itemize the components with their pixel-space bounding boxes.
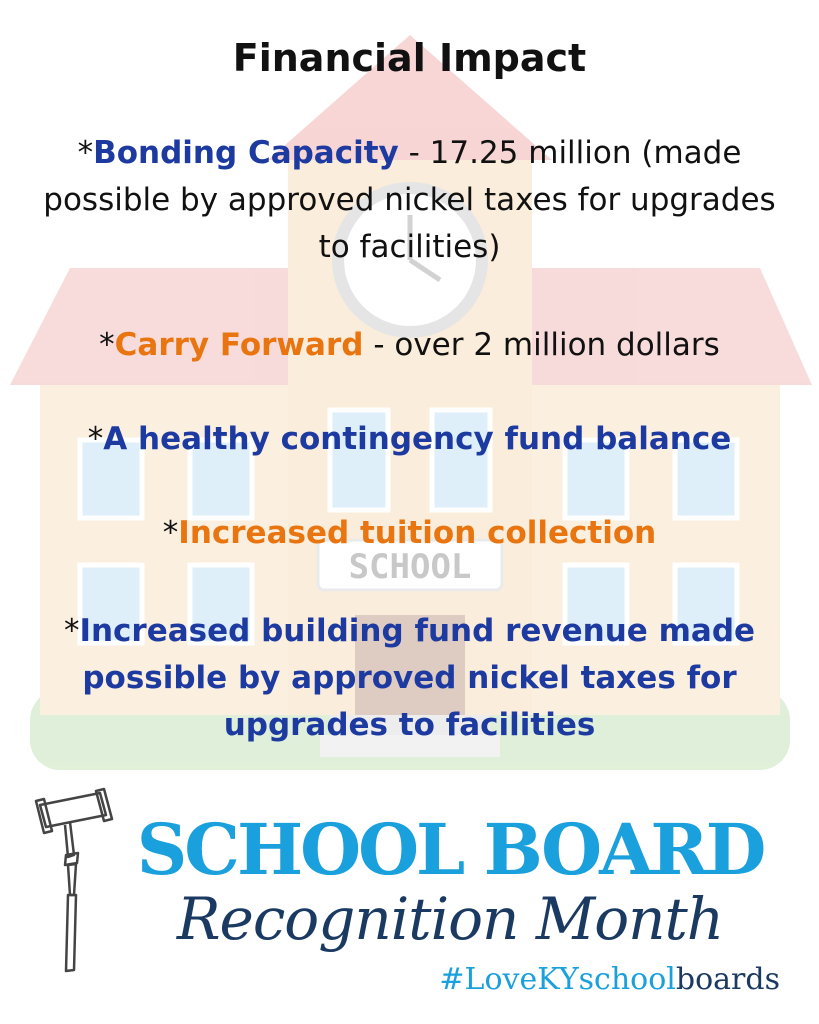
bonding-capacity-item: [30, 130, 789, 271]
bonding-capacity-label: Bonding Capacity: [93, 135, 399, 171]
hashtag-school: school: [578, 962, 676, 997]
hashtag-love: #Love: [439, 962, 538, 997]
page-title: Financial Impact: [232, 36, 587, 80]
contingency-fund-text: A healthy contingency fund balance: [103, 421, 732, 457]
bullet-star: *: [87, 421, 104, 457]
bullet-star: *: [77, 135, 94, 171]
hashtag-boards: boards: [675, 962, 780, 997]
carry-forward-item: [30, 322, 789, 369]
bullet-star: *: [162, 515, 179, 551]
carry-forward-detail: - over 2 million dollars: [363, 327, 720, 363]
tuition-collection-item: [30, 510, 789, 557]
school-board-title: SCHOOL BOARD: [136, 808, 764, 891]
carry-forward-label: Carry Forward: [114, 327, 364, 363]
hashtag-ky: KY: [537, 962, 579, 997]
building-fund-text: Increased building fund revenue made possible by approved nickel taxes for upgrades to facilities: [79, 613, 756, 743]
bonding-capacity-detail: - 17.25 million (made possible by approved nickel taxes for upgrades to facilities): [43, 135, 776, 265]
bullet-star: *: [63, 613, 80, 649]
building-sign-text: SCHOOL: [348, 547, 472, 587]
contingency-fund-item: [30, 416, 789, 463]
tuition-collection-text: Increased tuition collection: [178, 515, 657, 551]
hashtag: [300, 962, 780, 997]
recognition-month-subtitle: Recognition Month: [176, 885, 724, 953]
building-fund-item: [30, 608, 789, 749]
bullet-star: *: [99, 327, 115, 363]
